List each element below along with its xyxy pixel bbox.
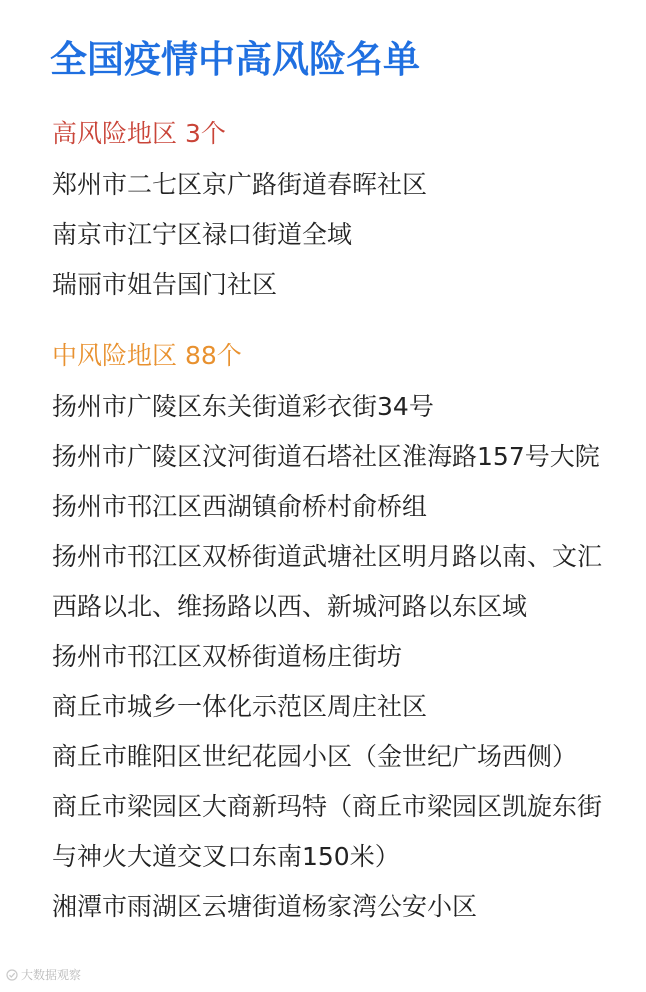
medium-risk-item: 商丘市睢阳区世纪花园小区（金世纪广场西侧） <box>52 742 578 771</box>
medium-risk-item: 扬州市邗江区双桥街道杨庄街坊 <box>52 642 403 671</box>
high-risk-item: 南京市江宁区禄口街道全域 <box>52 220 353 249</box>
watermark <box>6 966 81 984</box>
high-risk-item: 瑞丽市姐告国门社区 <box>52 270 278 299</box>
medium-risk-item: 扬州市广陵区汶河街道石塔社区淮海路157号大院 <box>52 442 600 471</box>
page-title: 全国疫情中高风险名单 <box>50 38 420 81</box>
watermark-logo-icon <box>6 969 18 981</box>
watermark-text: 大数据观察 <box>21 968 82 982</box>
high-risk-list <box>52 160 612 310</box>
high-risk-heading: 高风险地区 3个 <box>52 119 226 148</box>
medium-risk-heading: 中风险地区 88个 <box>52 341 242 370</box>
medium-risk-item: 商丘市城乡一体化示范区周庄社区 <box>52 692 428 721</box>
medium-risk-item: 商丘市梁园区大商新玛特（商丘市梁园区凯旋东街与神火大道交叉口东南150米） <box>52 792 603 871</box>
medium-risk-item: 扬州市邗江区西湖镇俞桥村俞桥组 <box>52 492 428 521</box>
medium-risk-item: 扬州市广陵区东关街道彩衣街34号 <box>52 392 434 421</box>
medium-risk-list <box>52 382 612 932</box>
medium-risk-item: 湘潭市雨湖区云塘街道杨家湾公安小区 <box>52 892 478 921</box>
high-risk-item: 郑州市二七区京广路街道春晖社区 <box>52 170 428 199</box>
medium-risk-item: 扬州市邗江区双桥街道武塘社区明月路以南、文汇西路以北、维扬路以西、新城河路以东区域 <box>52 542 603 621</box>
